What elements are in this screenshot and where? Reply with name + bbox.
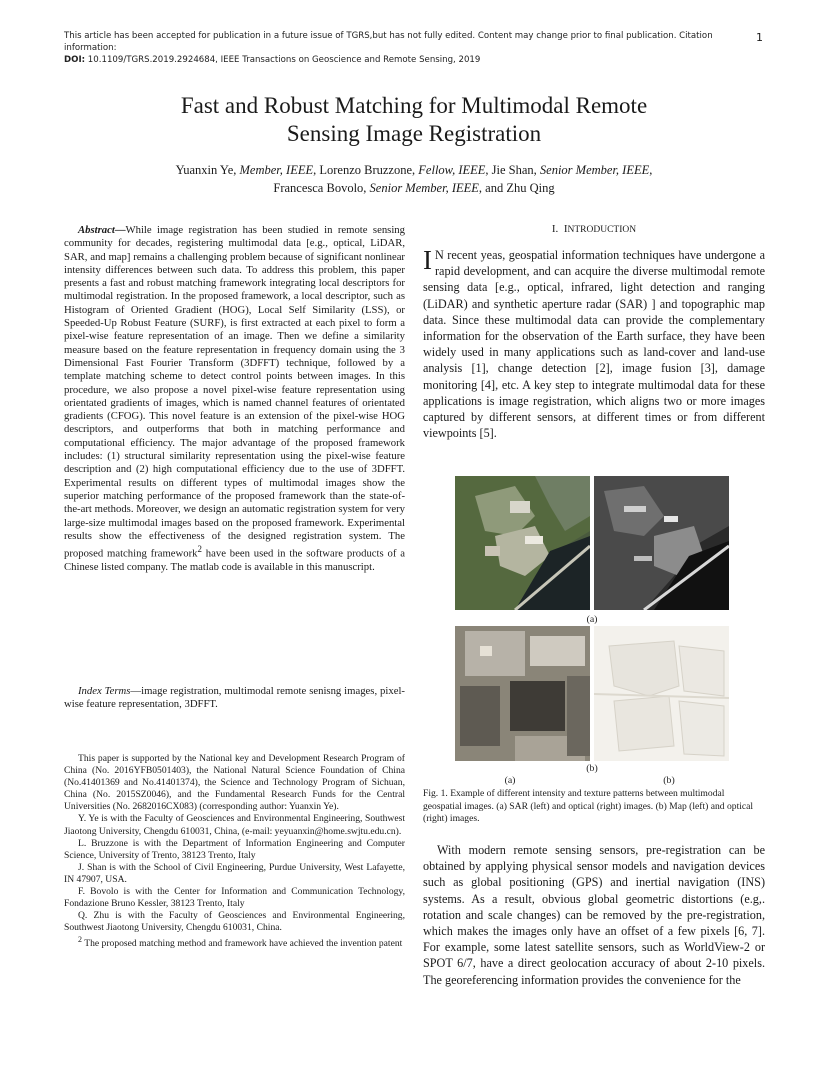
author-title: Senior Member, IEEE — [539, 163, 650, 177]
authors-line-2 — [64, 179, 764, 197]
author-title: Member, IEEE — [239, 163, 314, 177]
page-number: 1 — [756, 31, 763, 44]
banner-line-1: This article has been accepted for publication in a future issue of TGRS,but has not fully edited. Content may change prior to final publication. Citation information: — [64, 31, 713, 53]
publication-banner — [64, 30, 754, 66]
figure-label-a-bottom: (a) — [504, 775, 516, 786]
footnote-affiliation: Q. Zhu is with the Faculty of Geosciences and Environmental Engineering, Southwest Jiaotong University, Chengdu 610031, China. — [64, 910, 405, 934]
abstract-text-end: have been used in the software products of a Chinese listed company. The matlab code is available in this manuscript. — [64, 547, 405, 573]
author-name: , Jie Shan, — [485, 163, 540, 177]
doi-label: DOI: — [64, 55, 86, 65]
abstract-text: While image registration has been studied in remote sensing community for decades, registering multimodal data [e.g., optical, LiDAR, SAR, and map] remains a challenging problem because of significant nonlinear intensity differences between such data. To address this problem, this paper presents a fast and robust matching framework integrating local descriptors for multimodal registration. In the proposed framework, a local descriptor, such as Histogram of Oriented Gradient (HOG), Local Self Similarity (LSS), or Speeded-Up Robust Feature (SURF), is first extracted at each pixel to form a pixel-wise feature representation of an image. Then we define a similarity measure based on the feature representation in frequency domain using the 3 Dimensional Fast Fourier Transform (3DFFT) technique, followed by a template matching scheme to detect control points between images. In this procedure, we also propose a novel pixel-wise feature representation using orientated gradients of images, which is named channel features of orientated gradients (CFOG). This novel feature is an extension of the pixel-wise HOG descriptors, and outperforms that both in matching performance and computational efficiency. The major advantage of the proposed framework includes: (1) structural similarity representation using the pixel-wise feature description and (2) high computational efficiency due to the use of 3DFFT. Experimental results on different types of multimodal images show the superior matching performance of the proposed framework than the state-of-the-art methods. Moreover, we design an automatic registration system for very large-size multimodal images based on the proposed framework. Experimental results show the effectiveness of the designed registration system. The proposed matching framework — [64, 224, 405, 560]
footnote-marker: 2 — [197, 544, 202, 555]
footnote-affiliation: J. Shan is with the School of Civil Engineering, Purdue University, West Lafayette, IN 47907, USA. — [64, 861, 405, 885]
footnote-affiliation: L. Bruzzone is with the Department of Information Engineering and Computer Science, University of Trento, 38123 Trento, Italy — [64, 837, 405, 861]
footnote-funding: This paper is supported by the National key and Development Research Program of China (No. 2016YFB0501403), the National Natural Science Foundation of China (No.41401369 and No.41401374), the Science and Technology Program of Sichuan, China (No. 2015SZ0046), and the Fundamental Research Funds for the Central Universities (No. 2682016CX083) (corresponding author: Yuanxin Ye). — [64, 753, 405, 813]
footnote-affiliation: F. Bovolo is with the Center for Information and Communication Technology, Fondazione Bruno Kessler, 38123 Trento, Italy — [64, 886, 405, 910]
index-terms-text: —image registration, multimodal remote senisng images, pixel-wise feature representation, 3DFFT. — [64, 685, 405, 711]
figure-optical-image-1 — [594, 476, 729, 610]
section-title-initial: I — [563, 223, 568, 235]
figure-label-a-top: (a) — [586, 614, 598, 625]
introduction-paragraph-2 — [423, 842, 765, 988]
footnotes — [64, 753, 405, 951]
footnote-affiliation: Y. Ye is with the Faculty of Geosciences and Environmental Engineering, Southwest Jiaotong University, Chengdu 610031, China, (e-mail: yeyuanxin@home.swjtu.edu.cn). — [64, 813, 405, 837]
intro-text-2: With modern remote sensing sensors, pre-registration can be obtained by applying physical sensor models and navigation devices such as global positioning (GPS) and inertial navigation (INS) systems. As a result, obvious global geometric distortions (e.g,. rotation and scale changes) can be removed by the pre-registration, which makes the images only have an offset of a few pixels [6, 7]. For example, some latest satellite sensors, such as WorldView-2 or SPOT 6/7, have a direct geolocation accuracy of about 2-10 pixels. The georeferencing information provides the convenience for the — [423, 843, 765, 987]
author-name: Yuanxin Ye, — [175, 163, 240, 177]
figure-label-b-top: (b) — [586, 763, 598, 774]
index-terms-label: Index Terms — [78, 685, 131, 697]
author-name: Francesca Bovolo, — [273, 181, 370, 195]
footnote-marker: 2 — [78, 935, 82, 945]
figure-sar-image — [455, 476, 590, 610]
title-line-2: Sensing Image Registration — [286, 121, 542, 146]
abstract-label: Abstract — [78, 224, 115, 236]
introduction-paragraph-1 — [423, 247, 765, 441]
title-line-1: Fast and Robust Matching for Multimodal Remote — [180, 93, 648, 118]
author-title: Senior Member, IEEE — [369, 181, 479, 195]
author-title: Fellow, IEEE — [418, 163, 486, 177]
doi-text: 10.1109/TGRS.2019.2924684, IEEE Transactions on Geoscience and Remote Sensing, 2019 — [85, 55, 481, 65]
author-list — [64, 161, 764, 197]
author-separator: , — [649, 163, 653, 177]
figure-optical-image-2 — [594, 626, 729, 761]
authors-line-1 — [64, 161, 764, 179]
figure-label-b-bottom: (b) — [663, 775, 675, 786]
section-title-rest: NTRODUCTION — [567, 225, 637, 235]
abstract — [64, 224, 405, 574]
drop-cap: I — [423, 245, 432, 275]
intro-text-1: N recent yeas, geospatial information techniques have undergone a rapid development, and can acquire the diverse multimodal remote sensing data [e.g., optical, infrared, light detection and ranging (LiDAR) and synthetic aperture radar (SAR) ] and topographic map data. Since these multimodal data can provide the complementary information for the observation of the Earth surface, they have been widely used in many applications such as land-cover and land-use analysis [1], change detection [2], image fusion [3], damage monitoring [4], etc. A key step to integrate multimodal data for these applications is image registration, which aligns two or more images captured by different sensors, at different times or from different viewpoints [5]. — [423, 248, 765, 441]
index-terms — [64, 685, 405, 712]
author-name: , and Zhu Qing — [478, 181, 555, 195]
section-heading — [423, 223, 765, 235]
figure-map-image — [455, 626, 590, 761]
footnote-patent — [64, 934, 405, 950]
section-number: I. — [551, 223, 559, 235]
author-name: , Lorenzo Bruzzone, — [313, 163, 419, 177]
figure-caption: Fig. 1. Example of different intensity and texture patterns between multimodal geospatial images. (a) SAR (left) and optical (right) images. (b) Map (left) and optical (right) images. — [423, 788, 754, 825]
footnote-patent-text: The proposed matching method and framework have achieved the invention patent — [82, 938, 403, 950]
paper-title — [64, 92, 764, 148]
abstract-paragraph — [64, 224, 405, 574]
banner-line-2 — [64, 54, 754, 66]
abstract-dash: — — [114, 224, 126, 236]
